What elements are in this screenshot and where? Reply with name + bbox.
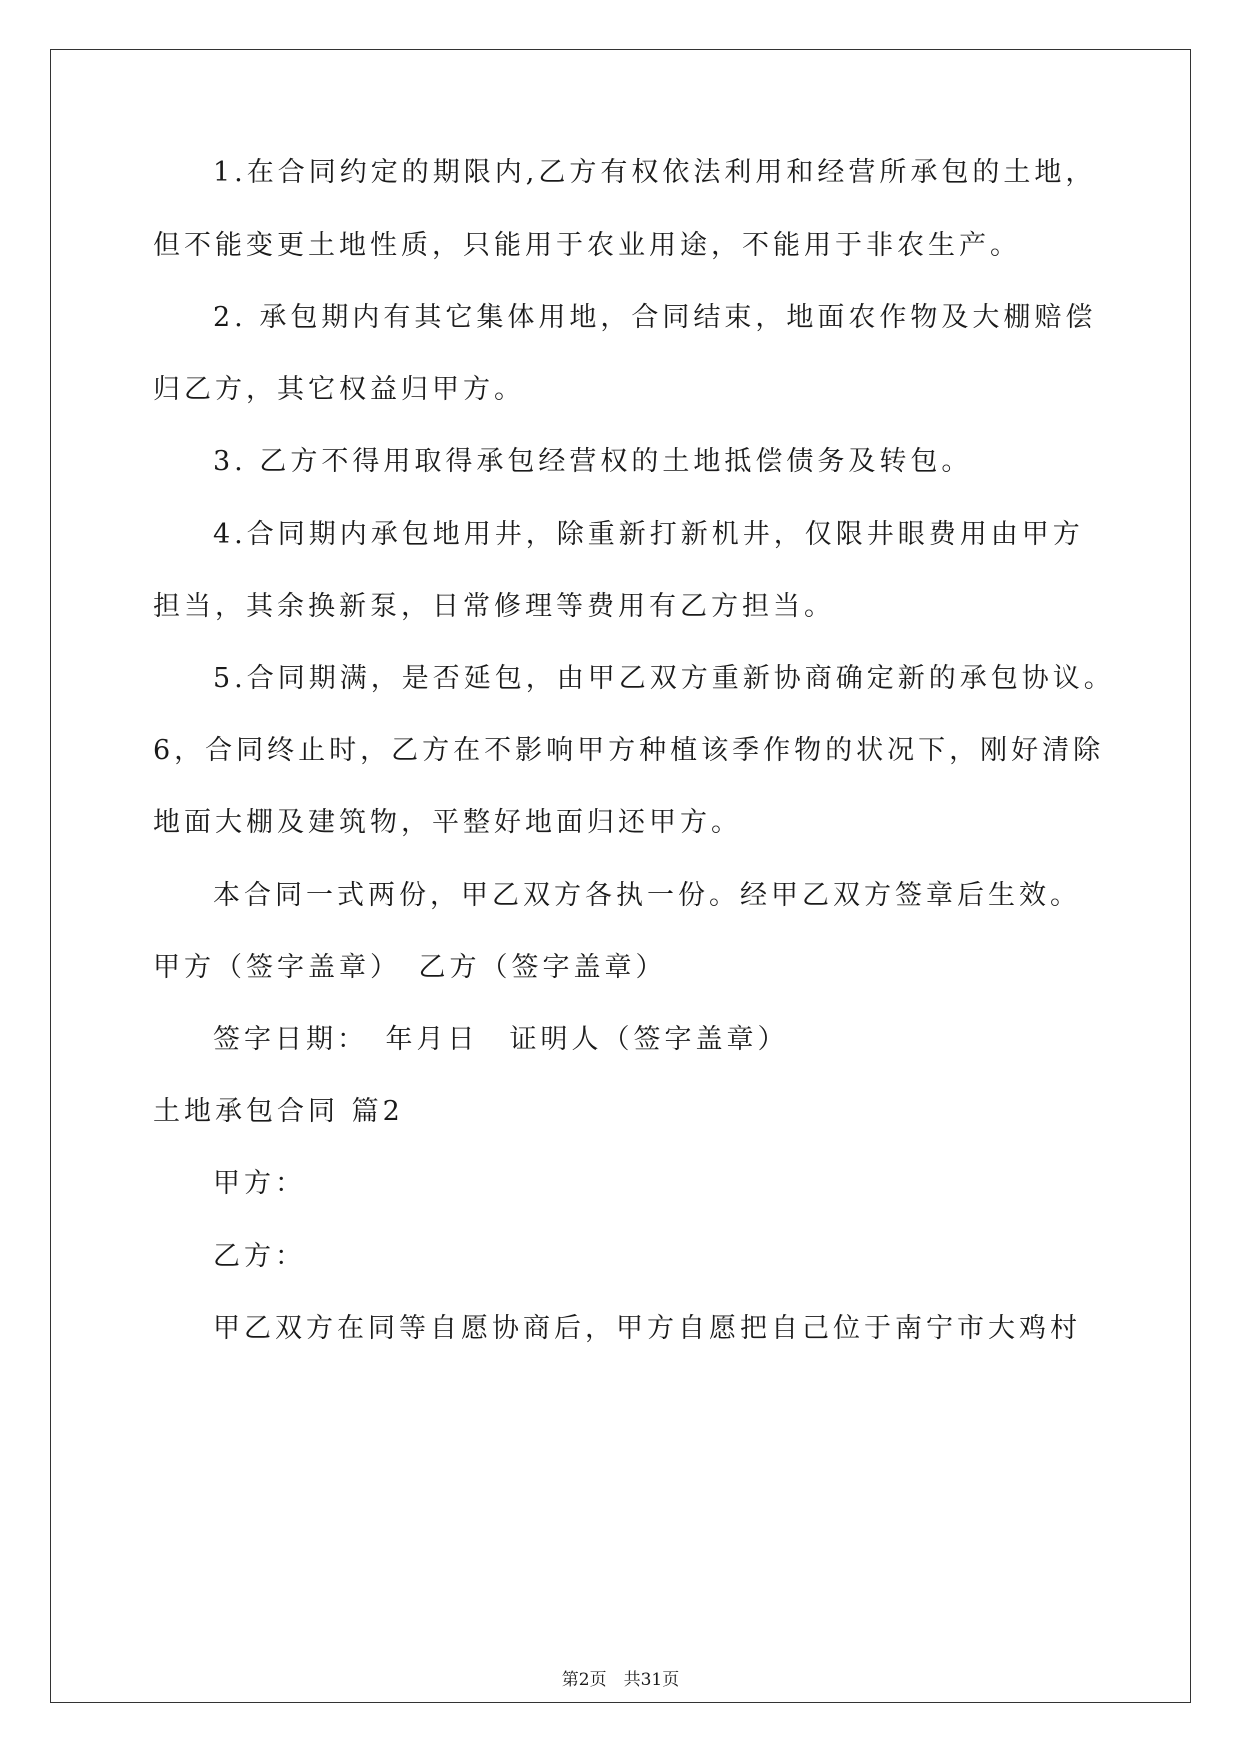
total-pages: 共31页 <box>623 1670 680 1690</box>
signature-parties: 甲方（签字盖章） 乙方（签字盖章） <box>153 952 667 983</box>
clause-5-line-1: 5.合同期满，是否延包，由甲乙双方重新协商确定新的承包协议。 <box>213 663 1115 694</box>
signature-date: 签字日期： 年月日 证明人（签字盖章） <box>213 1024 789 1055</box>
section-heading: 土地承包合同 篇2 <box>153 1096 404 1127</box>
clause-2-line-1: 2. 承包期内有其它集体用地，合同结束，地面农作物及大棚赔偿 <box>213 302 1097 333</box>
clause-4-line-1: 4.合同期内承包地用井，除重新打新机井，仅限井眼费用由甲方 <box>213 519 1084 550</box>
clause-2-line-2: 归乙方，其它权益归甲方。 <box>153 374 525 405</box>
clause-1-line-2: 但不能变更土地性质，只能用于农业用途，不能用于非农生产。 <box>153 230 1021 261</box>
clause-6-line-1: 6，合同终止时，乙方在不影响甲方种植该季作物的状况下，刚好清除 <box>153 735 1105 766</box>
page-border <box>50 49 1191 1703</box>
clause-1-line-1: 1.在合同约定的期限内,乙方有权依法利用和经营所承包的土地， <box>213 157 1097 188</box>
party-b-label: 乙方： <box>213 1241 306 1272</box>
page-footer <box>0 1670 1241 1690</box>
party-a-label: 甲方： <box>213 1168 306 1199</box>
clause-4-line-2: 担当，其余换新泵，日常修理等费用有乙方担当。 <box>153 591 835 622</box>
clause-3-line-1: 3. 乙方不得用取得承包经营权的土地抵偿债务及转包。 <box>213 446 973 477</box>
copies-clause: 本合同一式两份，甲乙双方各执一份。经甲乙双方签章后生效。 <box>213 880 1081 911</box>
agreement-intro: 甲乙双方在同等自愿协商后，甲方自愿把自己位于南宁市大鸡村 <box>213 1313 1081 1344</box>
clause-6-line-2: 地面大棚及建筑物，平整好地面归还甲方。 <box>153 807 742 838</box>
page-number: 第2页 <box>561 1670 607 1690</box>
